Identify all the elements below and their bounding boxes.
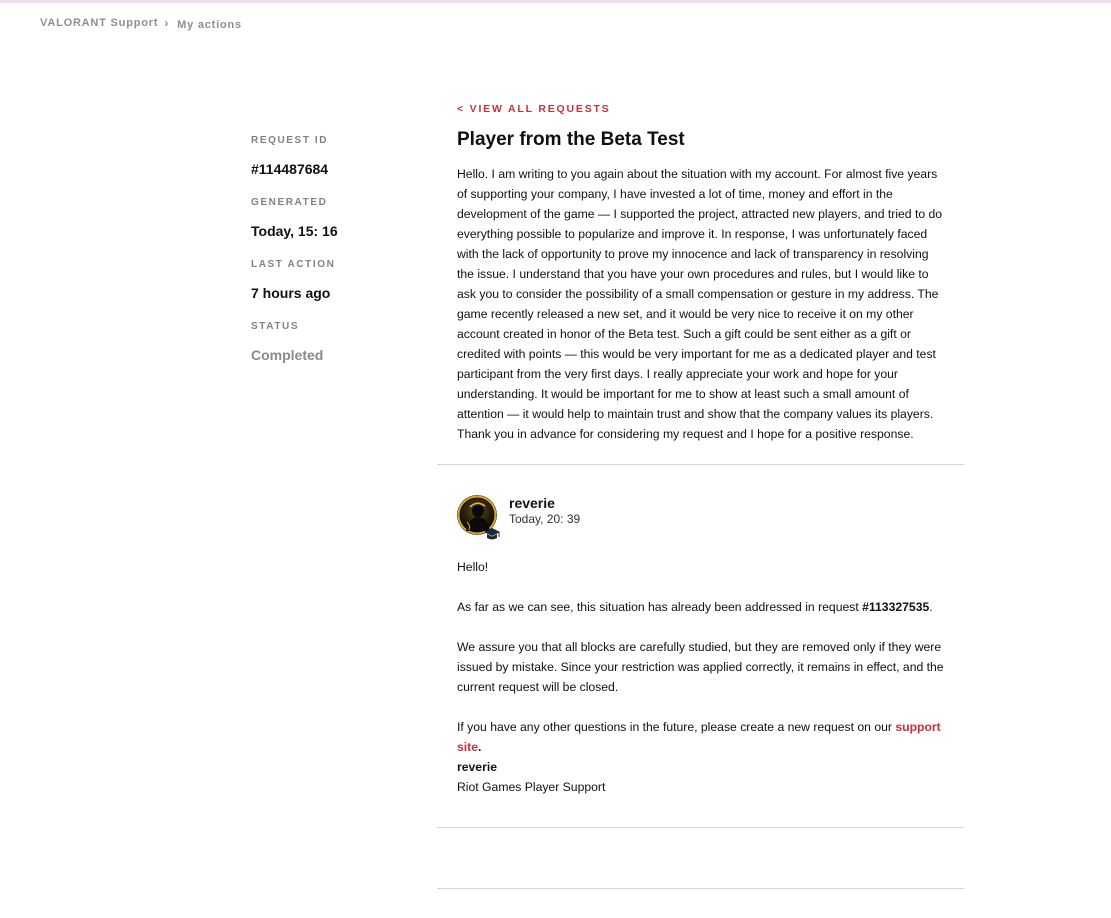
generated-value: Today, 15: 16 bbox=[251, 223, 338, 239]
reply-p1-end: . bbox=[929, 600, 933, 614]
status-label: STATUS bbox=[251, 321, 300, 332]
reply-p3-end: . bbox=[478, 740, 482, 754]
author-block bbox=[509, 495, 580, 526]
reply-paragraph-1 bbox=[457, 597, 947, 617]
generated-label: GENERATED bbox=[251, 197, 328, 208]
author-name: reverie bbox=[509, 495, 555, 511]
reply-p3-text: If you have any other questions in the future, please create a new request on our bbox=[457, 720, 896, 734]
divider bbox=[437, 888, 964, 889]
signature-name bbox=[457, 757, 947, 777]
request-id-label: REQUEST ID bbox=[251, 135, 329, 146]
breadcrumb-root-link[interactable]: VALORANT Support bbox=[40, 17, 159, 29]
reply-paragraph-2: We assure you that all blocks are carefully studied, but they are removed only if they were issued by mistake. Since your restriction was applied correctly, it remains in effect, and the current request will be closed. bbox=[457, 640, 944, 694]
reply-body bbox=[457, 557, 947, 797]
reply-paragraph-3 bbox=[457, 717, 947, 757]
meta-generated bbox=[251, 197, 421, 239]
meta-request-id bbox=[251, 135, 421, 177]
status-value: Completed bbox=[251, 347, 324, 363]
reply-timestamp: Today, 20: 39 bbox=[509, 512, 581, 526]
last-action-value: 7 hours ago bbox=[251, 285, 331, 301]
breadcrumb bbox=[40, 16, 242, 30]
divider bbox=[437, 827, 964, 828]
request-id-value: #114487684 bbox=[251, 161, 329, 177]
top-strip bbox=[0, 0, 1111, 3]
reply-p1-text: As far as we can see, this situation has already been addressed in request bbox=[457, 600, 863, 614]
reply-greeting: Hello! bbox=[457, 560, 489, 574]
request-main bbox=[437, 103, 964, 889]
graduation-cap-icon bbox=[483, 527, 501, 541]
view-all-requests-link[interactable]: < VIEW ALL REQUESTS bbox=[457, 103, 611, 115]
request-meta-sidebar bbox=[251, 135, 421, 383]
reply-header bbox=[457, 495, 944, 535]
request-body: Hello. I am writing to you again about the situation with my account. For almost five years of supporting your company, I have invested a lot of time, money and effort in the development of the game — I supported the project, attracted new players, and tried to do everything possible to popularize and improve it. In response, I was unfortunately faced with the lack of opportunity to prove my innocence and lack of transparency in resolving the issue. I understand that you have your own procedures and rules, but I would like to ask you to consider the possibility of a small compensation or gesture in my address. The game recently released a new set, and it would be very nice to receive it on my other account created in honor of the Beta test. Such a gift could be sent either as a gift or credited with points — this would be very important for me as a dedicated player and test participant from the very first days. I really appreciate your work and hope for your understanding. It would be important for me to show at least such a small amount of attention — it would help to maintain trust and show that the company values its players. Thank you in advance for considering my request and I hope for a positive response. bbox=[457, 167, 943, 441]
request-title: Player from the Beta Test bbox=[457, 129, 685, 150]
support-reply bbox=[437, 465, 964, 797]
breadcrumb-separator: › bbox=[164, 16, 170, 30]
support-site-link[interactable]: support site bbox=[457, 720, 941, 754]
avatar bbox=[457, 495, 497, 535]
last-action-label: LAST ACTION bbox=[251, 259, 336, 270]
meta-last-action bbox=[251, 259, 421, 301]
meta-status bbox=[251, 321, 421, 363]
signature-team: Riot Games Player Support bbox=[457, 780, 606, 794]
breadcrumb-my-actions-link[interactable]: My actions bbox=[177, 19, 242, 31]
reply-request-ref: #113327535 bbox=[862, 600, 930, 614]
signature-name-text: reverie bbox=[457, 760, 497, 774]
